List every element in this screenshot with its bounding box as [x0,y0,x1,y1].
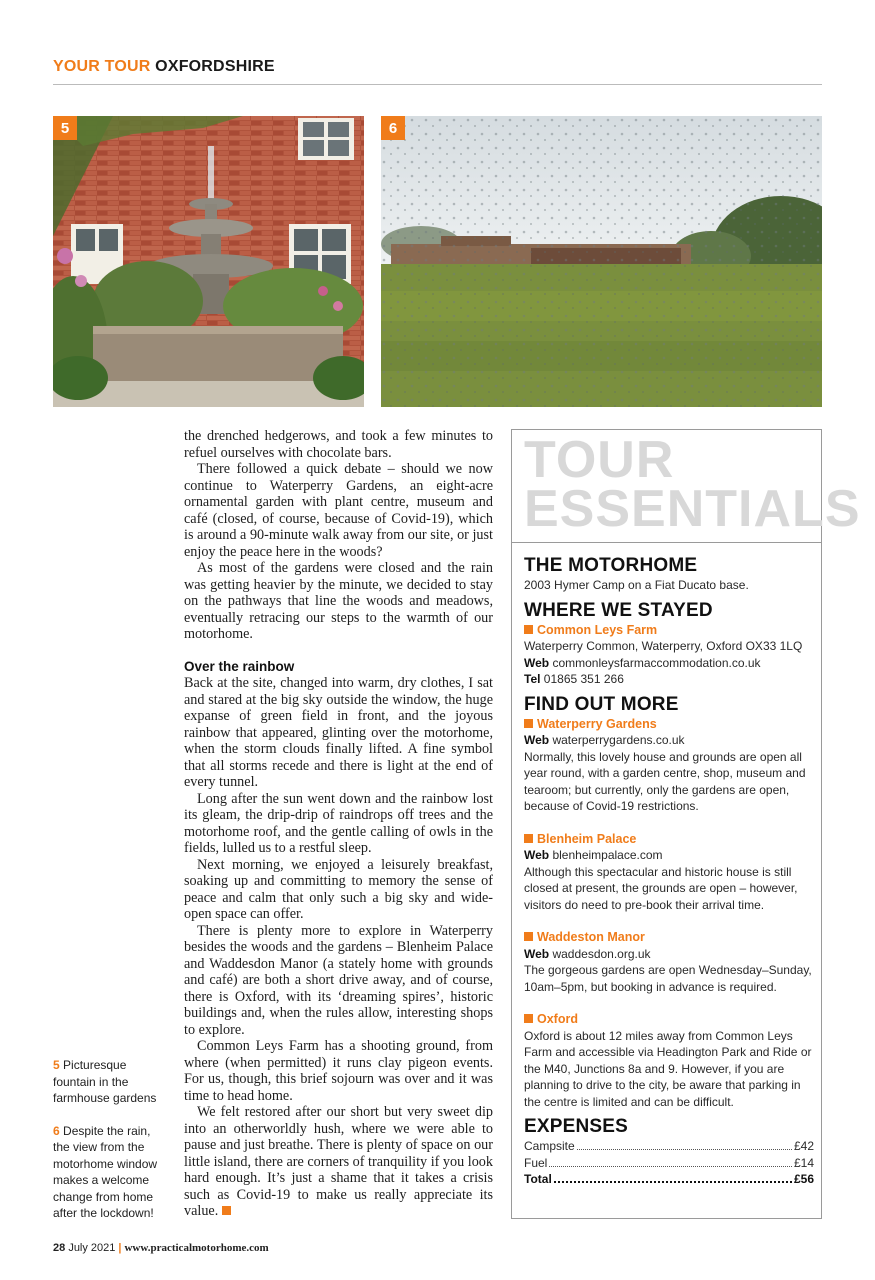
header-divider [53,84,822,85]
tel-label: Tel [524,672,541,686]
item-web-link[interactable]: blenheimpalace.com [552,848,663,862]
stayed-name [524,622,814,639]
paragraph: There followed a quick debate – should we now continue to Waterperry Gardens, an eight-acre ornamental garden with plant centre, museum and café (closed, of course, because of Covid-19), which is around a 90-minute walk away from our site, or just enjoy the peace here in the woods? [184,461,493,560]
stayed-tel-line [524,671,814,688]
caption-6 [53,1123,165,1222]
bullet-square-icon [524,625,533,634]
stayed-address: Waterperry Common, Waterperry, Oxford OX33 1LQ [524,639,803,653]
item-text: The gorgeous gardens are open Wednesday–Sunday, 10am–5pm, but booking in advance is required. [524,963,812,994]
leader-dots [549,1166,792,1167]
item-name-text: Blenheim Palace [537,831,637,846]
photo-fountain [53,116,364,407]
page-number: 28 [53,1242,66,1254]
item-name [524,929,814,946]
stayed-web-link[interactable]: commonleysfarmaccommodation.co.uk [552,655,761,670]
motorhome-text: 2003 Hymer Camp on a Fiat Ducato base. [524,578,749,592]
header-your-tour: YOUR TOUR [53,58,151,75]
expense-label: Campsite [524,1139,575,1153]
caption-number: 6 [53,1123,60,1138]
item-text: Although this spectacular and historic house is still closed at present, the grounds are open – however, visitors do need to pre-book their arrival time. [524,864,798,912]
item-web-line [524,946,814,963]
total-amount: £56 [793,1172,814,1186]
photo-badge-5: 5 [53,116,77,140]
leader-dots [554,1181,792,1183]
leader-dots [577,1149,792,1150]
stayed-tel: 01865 351 266 [543,672,624,686]
expense-total-row [524,1171,814,1188]
item-text: Oxford is about 12 miles away from Common Leys Farm and accessible via Headington Park and Ride or the M40, Junctions 8a and 9. However, if you are planning to drive to the city, be aware that parking in the centre is limited and can be difficult. [524,1028,812,1109]
title-line: ESSENTIALS [524,480,861,538]
paragraph: Long after the sun went down and the rainbow lost its gleam, the drip-drip of raindrops off trees and the motorhome roof, and the gentle calling of owls in the fields, lulled us to a restful sleep. [184,790,493,856]
stayed-web-line [524,655,814,672]
web-label: Web [524,733,550,747]
caption-text: Despite the rain, the view from the motorhome window makes a welcome change from home after the lockdown! [53,1123,158,1220]
item-web-link[interactable]: waterperrygardens.co.uk [552,733,685,747]
item-web-link[interactable]: waddesdon.org.uk [552,946,651,961]
web-label: Web [524,655,550,670]
expenses-heading: EXPENSES [524,1116,629,1137]
subheading: Over the rainbow [184,658,295,674]
caption-text: Picturesque fountain in the farmhouse gardens [53,1058,157,1105]
paragraph-last [184,1104,493,1220]
photo-captions [53,1057,165,1238]
expense-label: Fuel [524,1155,548,1170]
paragraph: Next morning, we enjoyed a leisurely breakfast, soaking up and committing to memory the sense of peace and calm that only such a big sky and wide-open space can offer. [184,856,493,922]
item-text: Normally, this lovely house and grounds are open all year round, with a garden centre, shop, museum and tearoom; but currently, only the gardens are open, because of Covid-19 restrictions. [524,749,806,813]
footer-divider: | [118,1242,122,1254]
paragraph-text: We felt restored after our short but very sweet dip into an otherworldly hush, where we were able to pause and just breathe. There is plenty of space on our little island, there are corners of tranquility if you look hard enough. It’s just a shame that it takes a crisis such as Covid-19 to make us really appreciate its value. [184,1104,493,1219]
item-name-text: Oxford [537,1012,578,1026]
expense-amount: £42 [793,1139,814,1153]
bullet-square-icon [524,1014,533,1023]
bullet-square-icon [524,932,533,941]
paragraph: Common Leys Farm has a shooting ground, from where (when permitted) it runs clay pigeon events. For us, though, this brief sojourn was over and it was time to head home. [184,1038,493,1104]
item-name [524,716,814,733]
paragraph: There is plenty more to explore in Waterperry besides the woods and the gardens – Blenheim Palace and Waddesdon Manor (a stately home with grounds and café) are both a short drive away, and of course, there is Oxford, with its ‘dreaming spires’, historic buildings and, when the rules allow, interesting shops to explore. [184,922,493,1038]
header-location: OXFORDSHIRE [155,58,275,75]
essentials-divider [511,542,822,543]
paragraph: As most of the gardens were closed and the rain was getting heavier by the minute, we decided to stay on the pathways that line the woods and meadows, eventually retracing our steps to the warmth of our motorhome. [184,560,493,642]
section-header [53,58,275,76]
photo-badge-6: 6 [381,116,405,140]
item-name-text: Waddeston Manor [537,930,645,944]
item-web-line [524,847,814,864]
essentials-content [524,555,814,1188]
paragraph: Back at the site, changed into warm, dry clothes, I sat and stared at the big sky outside the window, the huge expanse of green field in front, and the joyous rainbow that appeared, glinting over the motorhome, when the storm clouds finally lifted. A fine symbol that all storms recede and there is light at the end of every tunnel. [184,675,493,790]
item-name [524,831,814,848]
web-label: Web [524,946,550,961]
motorhome-heading: THE MOTORHOME [524,555,698,576]
title-line: TOUR [524,431,675,489]
item-name-text: Waterperry Gardens [537,716,657,731]
bullet-square-icon [524,834,533,843]
tour-essentials-title [524,431,861,538]
website-link[interactable]: www.practicalmotorhome.com [124,1242,269,1254]
expense-row [524,1138,814,1155]
caption-number: 5 [53,1058,60,1072]
expense-amount: £14 [793,1155,814,1170]
photo-rainy-field [381,116,822,407]
issue-date: July 2021 [68,1242,116,1254]
stayed-heading: WHERE WE STAYED [524,599,713,621]
article-body [184,428,493,1220]
caption-5 [53,1057,165,1107]
expense-row [524,1155,814,1172]
bullet-square-icon [524,719,533,728]
end-mark-icon [222,1206,231,1215]
item-web-line [524,732,814,749]
findout-heading: FIND OUT MORE [524,693,679,715]
paragraph: the drenched hedgerows, and took a few minutes to refuel ourselves with chocolate bars. [184,428,493,461]
total-label: Total [524,1172,552,1186]
web-label: Web [524,848,550,862]
stayed-name-text: Common Leys Farm [537,622,658,637]
page-footer [53,1242,269,1254]
item-name [524,1011,814,1028]
